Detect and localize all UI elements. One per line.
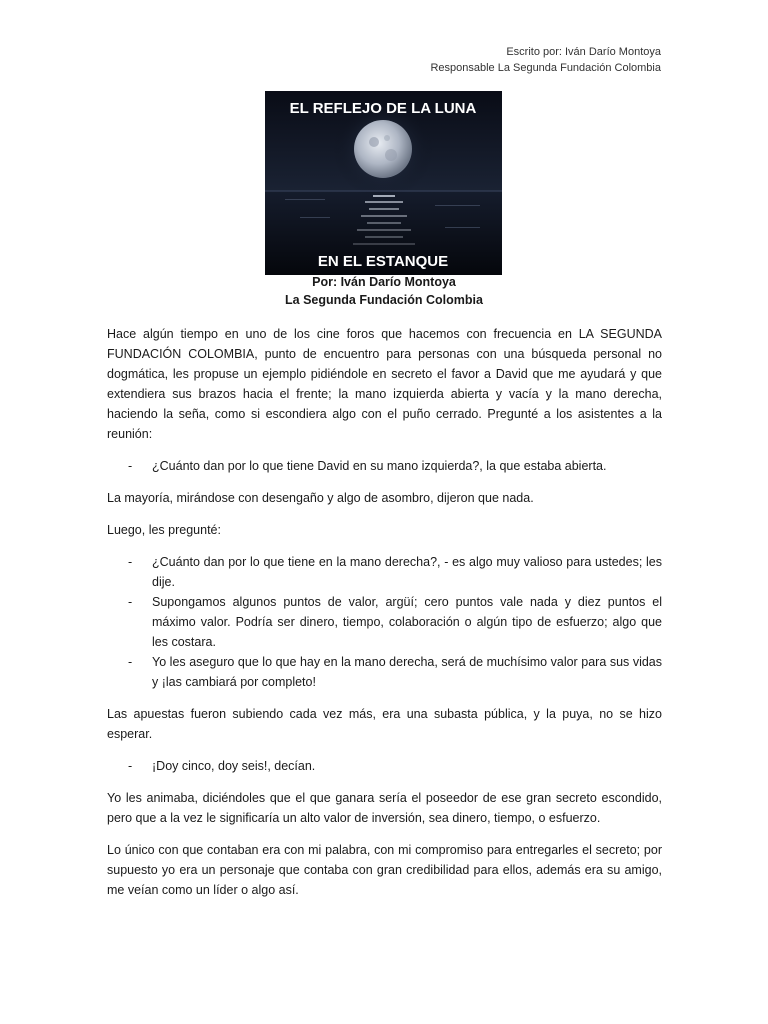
- cover-image: [265, 91, 502, 275]
- byline-organization: La Segunda Fundación Colombia: [285, 293, 483, 307]
- document-header: [430, 44, 661, 76]
- paragraph: Hace algún tiempo en uno de los cine foros que hacemos con frecuencia en LA SEGUNDA FUNDACIÓN COLOMBIA, punto de encuentro para personas con una búsqueda personal no dogmática, les propuse un ejemplo pidiéndole en secreto el favor a David que me ayudará y que extendiera sus brazos hacia el frente; la mano izquierda abierta y vacía y la mano derecha, haciendo la seña, como si escondiera algo con el puño cerrado. Pregunté a los asistentes a la reunión:: [107, 327, 662, 441]
- list-item: [107, 652, 662, 692]
- paragraph: Lo único con que contaban era con mi palabra, con mi compromiso para entregarles el secreto; por supuesto yo era un personaje que contaba con gran credibilidad para ellos, además era su amigo, me veían como un líder o algo así.: [107, 843, 662, 897]
- paragraph: Luego, les pregunté:: [107, 523, 221, 537]
- moon-icon: [354, 120, 412, 178]
- list-item: [107, 456, 662, 476]
- paragraph: Las apuestas fueron subiendo cada vez más, era una subasta pública, y la puya, no se hizo esperar.: [107, 707, 662, 741]
- header-author-line: Escrito por: Iván Darío Montoya: [506, 46, 661, 58]
- document-body: [107, 324, 662, 912]
- list-item-text: Supongamos algunos puntos de valor, argüí; cero puntos vale nada y diez puntos el máximo valor. Podría ser dinero, tiempo, colaboración o algún tipo de esfuerzo; algo que les costara.: [152, 595, 662, 649]
- list-item-text: ¿Cuánto dan por lo que tiene David en su mano izquierda?, la que estaba abierta.: [152, 459, 607, 473]
- bullet-list: [107, 756, 662, 776]
- bullet-dash: -: [128, 459, 133, 473]
- bullet-list: [107, 456, 662, 476]
- byline: [0, 273, 768, 309]
- bullet-dash: -: [128, 655, 133, 669]
- bullet-dash: -: [128, 759, 133, 773]
- paragraph: La mayoría, mirándose con desengaño y algo de asombro, dijeron que nada.: [107, 491, 534, 505]
- moon-reflection-illustration: [265, 91, 502, 275]
- list-item: [107, 592, 662, 652]
- paragraph: Yo les animaba, diciéndoles que el que ganara sería el poseedor de ese gran secreto escondido, pero que a la vez le significaría un alto valor de inversión, sea dinero, tiempo, o esfuerzo.: [107, 791, 662, 825]
- list-item-text: ¡Doy cinco, doy seis!, decían.: [152, 759, 316, 773]
- list-item: [107, 756, 662, 776]
- bullet-list: [107, 552, 662, 692]
- bullet-dash: -: [128, 595, 133, 609]
- bullet-dash: -: [128, 555, 133, 569]
- byline-author: Por: Iván Darío Montoya: [312, 275, 456, 289]
- list-item: [107, 552, 662, 592]
- cover-title-top: EL REFLEJO DE LA LUNA: [289, 100, 477, 117]
- list-item-text: ¿Cuánto dan por lo que tiene en la mano derecha?, - es algo muy valioso para ustedes; les dije.: [152, 555, 662, 589]
- header-role-line: Responsable La Segunda Fundación Colombia: [430, 62, 661, 74]
- cover-title-bottom: EN EL ESTANQUE: [317, 253, 449, 270]
- list-item-text: Yo les aseguro que lo que hay en la mano derecha, será de muchísimo valor para sus vidas y ¡las cambiará por completo!: [152, 655, 662, 689]
